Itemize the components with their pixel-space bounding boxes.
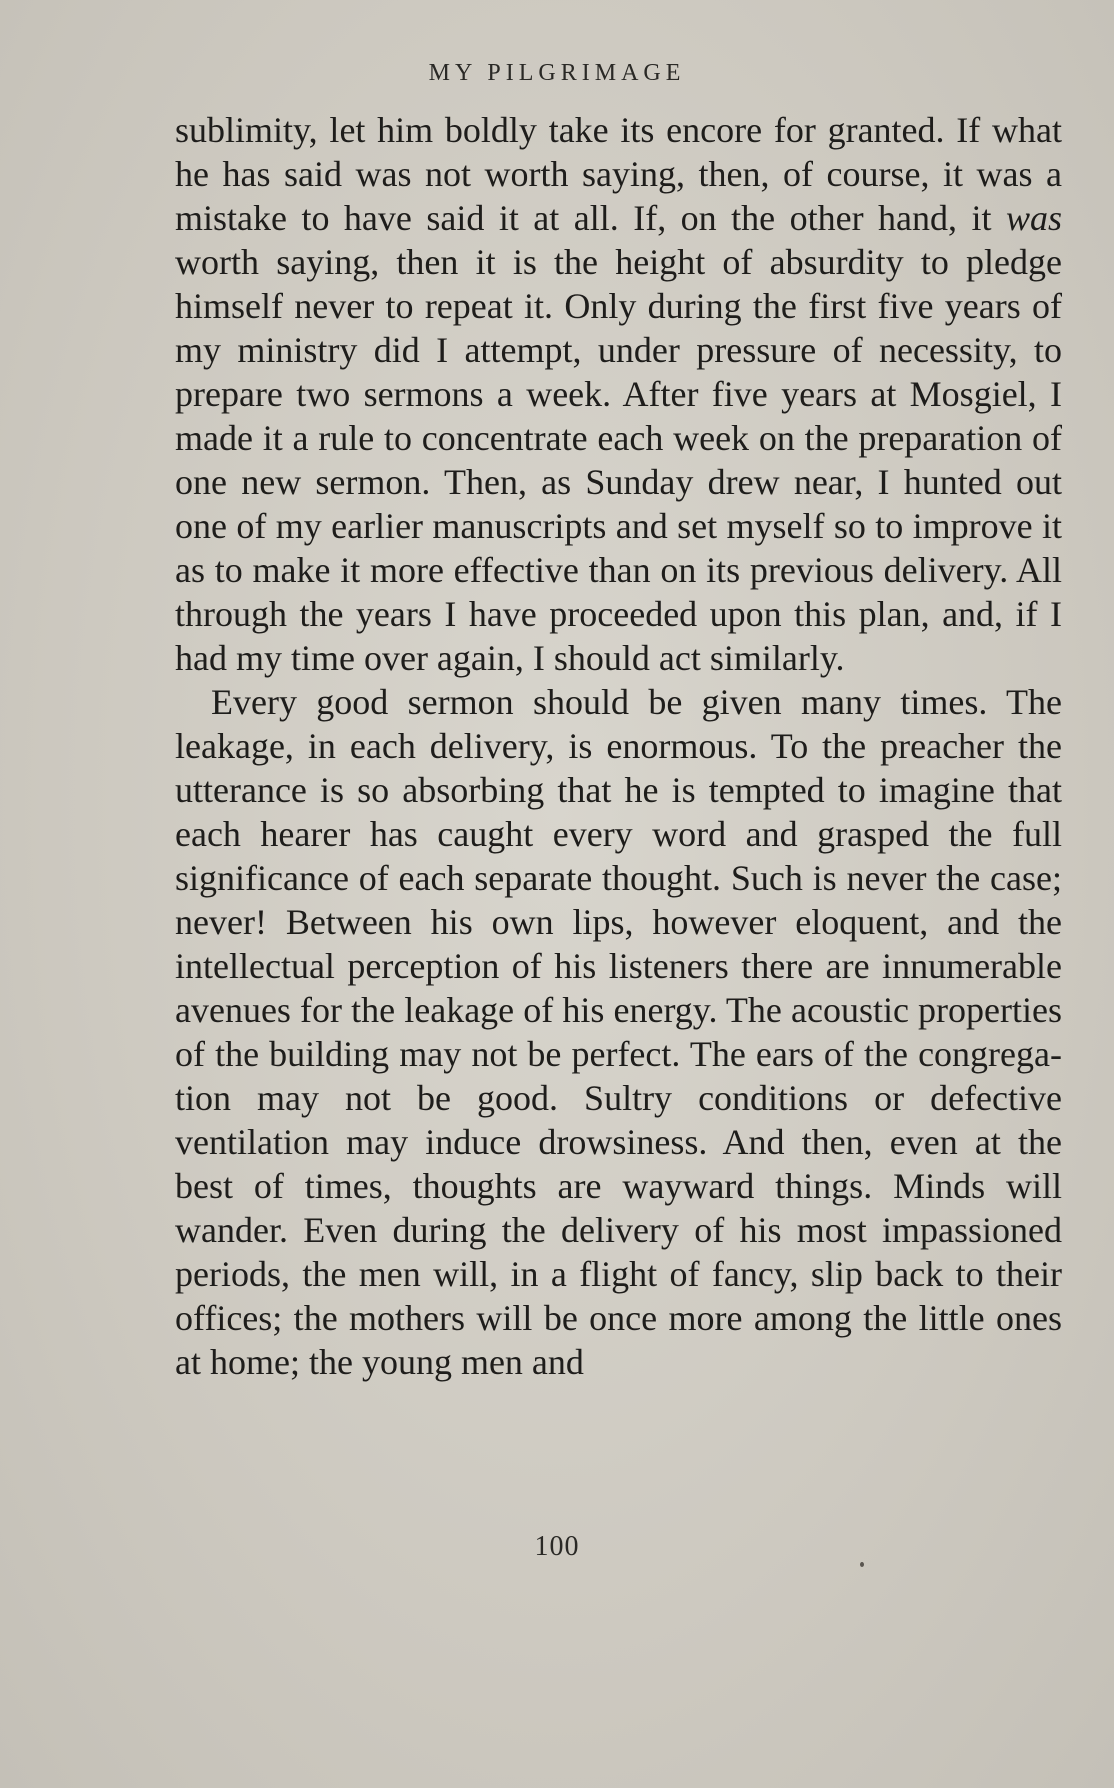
paragraph-1	[175, 108, 1062, 680]
paragraph-1-text-b: worth saying, then it is the height of absurdity to pledge himself never to repeat it. Only during the first five years of my ministry did I attempt, under pressure of necessity, to prepare two sermons a week. After five years at Mosgiel, I made it a rule to concentrate each week on the preparation of one new sermon. Then, as Sunday drew near, I hunted out one of my earlier manuscripts and set myself so to improve it as to make it more effective than on its previous delivery. All through the years I have proceeded upon this plan, and, if I had my time over again, I should act similarly.	[175, 242, 1062, 678]
paper-speck	[860, 1562, 864, 1567]
emphasis-was: was	[1005, 198, 1062, 238]
paragraph-2: Every good sermon should be given many times. The leakage, in each delivery, is enormous. To the preacher the utterance is so absorbing that he is tempted to imagine that each hearer has caught every word and grasped the full significance of each separate thought. Such is never the case; never! Between his own lips, however eloquent, and the intellectual perception of his listeners there are innumerable avenues for the leakage of his energy. The acoustic properties of the building may not be perfect. The ears of the congrega-tion may not be good. Sultry conditions or defective ventilation may induce drowsiness. And then, even at the best of times, thoughts are wayward things. Minds will wander. Even during the delivery of his most impassioned periods, the men will, in a flight of fancy, slip back to their offices; the mothers will be once more among the little ones at home; the young men and	[175, 682, 1062, 1382]
body-text	[175, 108, 1062, 1384]
paragraph-1-text-a: sublimity, let him boldly take its encore for granted. If what he has said was not worth saying, then, of course, it was a mistake to have said it at all. If, on the other hand, it	[175, 110, 1062, 238]
page-number: 100	[534, 1531, 580, 1562]
running-head: MY PILGRIMAGE	[428, 60, 686, 86]
